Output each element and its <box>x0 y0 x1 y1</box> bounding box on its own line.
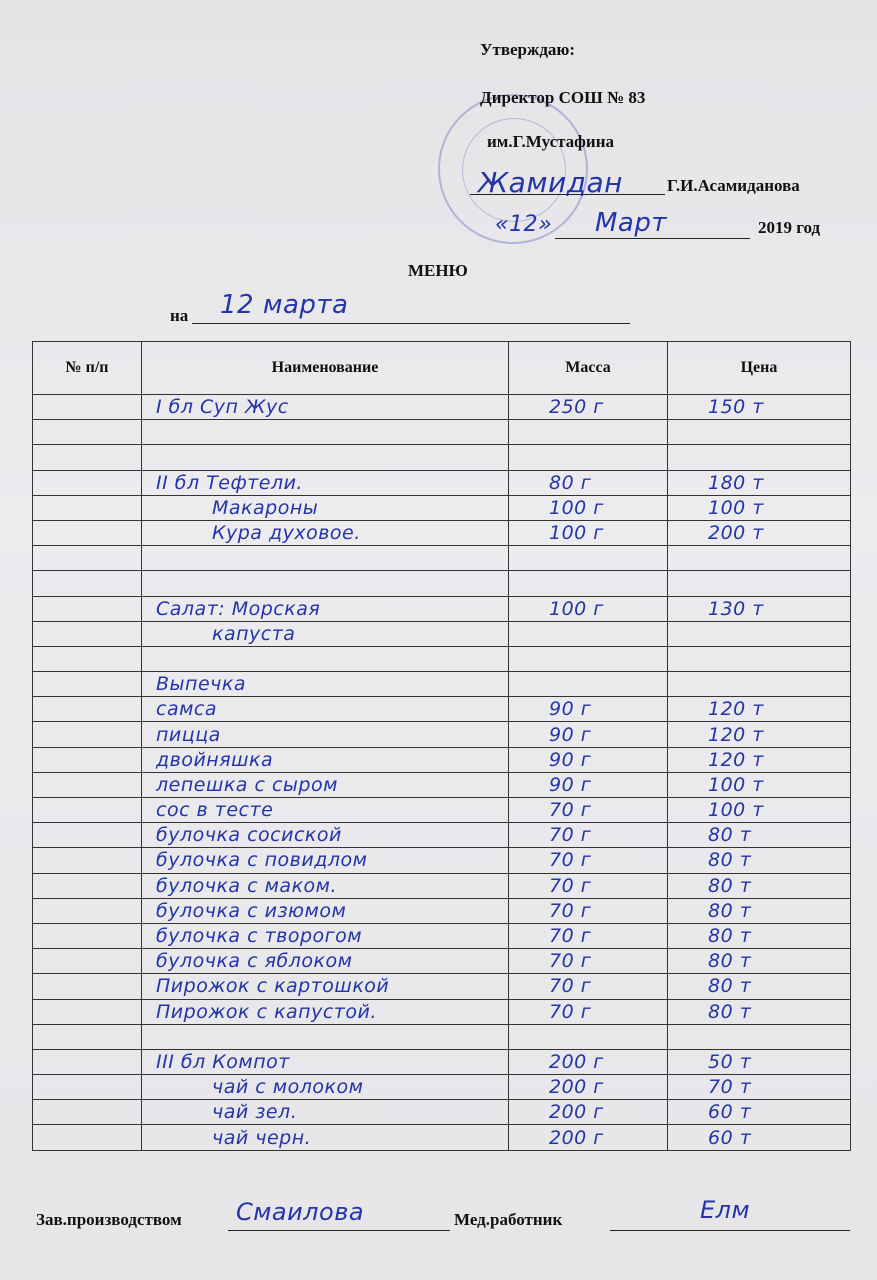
row-item-name: I бл Суп Жус <box>142 395 509 420</box>
row-mass <box>509 621 668 646</box>
table-row <box>33 546 851 571</box>
row-mass: 70 г <box>509 949 668 974</box>
row-mass <box>509 571 668 596</box>
row-item-name: III бл Компот <box>142 1049 509 1074</box>
row-mass: 90 г <box>509 697 668 722</box>
table-row <box>33 898 851 923</box>
medic-label: Мед.работник <box>454 1210 563 1229</box>
row-number <box>33 722 142 747</box>
row-mass: 90 г <box>509 722 668 747</box>
row-price <box>668 672 851 697</box>
row-item-name: капуста <box>142 621 509 646</box>
production-label: Зав.производством <box>36 1210 182 1229</box>
table-row <box>33 1100 851 1125</box>
row-number <box>33 445 142 470</box>
row-number <box>33 420 142 445</box>
row-number <box>33 772 142 797</box>
row-number <box>33 395 142 420</box>
row-number <box>33 1049 142 1074</box>
row-mass: 100 г <box>509 520 668 545</box>
row-price: 100 т <box>668 772 851 797</box>
row-number <box>33 823 142 848</box>
row-item-name: Макароны <box>142 495 509 520</box>
menu-table-body <box>33 395 851 1151</box>
table-row <box>33 596 851 621</box>
row-number <box>33 621 142 646</box>
row-mass: 70 г <box>509 898 668 923</box>
row-item-name: Пирожок с капустой. <box>142 999 509 1024</box>
row-price <box>668 420 851 445</box>
approval-day: «12» <box>495 212 553 237</box>
school-name: им.Г.Мустафина <box>487 132 615 151</box>
row-mass: 80 г <box>509 470 668 495</box>
table-row <box>33 621 851 646</box>
row-item-name <box>142 1024 509 1049</box>
row-mass: 70 г <box>509 974 668 999</box>
row-price <box>668 621 851 646</box>
row-item-name: булочка сосиской <box>142 823 509 848</box>
row-mass: 70 г <box>509 823 668 848</box>
date-line <box>192 323 630 324</box>
row-mass: 90 г <box>509 772 668 797</box>
table-row <box>33 420 851 445</box>
row-number <box>33 999 142 1024</box>
row-price: 120 т <box>668 747 851 772</box>
row-mass <box>509 546 668 571</box>
table-row <box>33 1125 851 1150</box>
row-price: 100 т <box>668 495 851 520</box>
row-price: 180 т <box>668 470 851 495</box>
row-price: 100 т <box>668 798 851 823</box>
table-row <box>33 923 851 948</box>
row-number <box>33 672 142 697</box>
row-item-name <box>142 445 509 470</box>
row-mass <box>509 420 668 445</box>
row-mass: 70 г <box>509 923 668 948</box>
menu-title: МЕНЮ <box>408 261 468 280</box>
row-number <box>33 923 142 948</box>
row-number <box>33 898 142 923</box>
row-item-name: Пирожок с картошкой <box>142 974 509 999</box>
row-price: 80 т <box>668 823 851 848</box>
header-name: Наименование <box>142 342 509 395</box>
director-signature: Жамидан <box>478 166 623 199</box>
row-number <box>33 747 142 772</box>
row-mass: 200 г <box>509 1049 668 1074</box>
row-number <box>33 949 142 974</box>
table-row <box>33 445 851 470</box>
row-item-name: сос в тесте <box>142 798 509 823</box>
table-row <box>33 520 851 545</box>
row-price: 150 т <box>668 395 851 420</box>
header-mass: Масса <box>509 342 668 395</box>
row-item-name: Кура духовое. <box>142 520 509 545</box>
director-title: Директор СОШ № 83 <box>480 88 646 107</box>
date-prefix: на <box>170 306 189 325</box>
row-price: 80 т <box>668 974 851 999</box>
row-mass <box>509 1024 668 1049</box>
table-row <box>33 1024 851 1049</box>
row-mass <box>509 646 668 671</box>
row-number <box>33 974 142 999</box>
row-price: 80 т <box>668 873 851 898</box>
row-number <box>33 1125 142 1150</box>
row-number <box>33 646 142 671</box>
table-row <box>33 470 851 495</box>
menu-date: 12 марта <box>220 290 349 320</box>
row-number <box>33 1024 142 1049</box>
row-price <box>668 571 851 596</box>
row-item-name: двойняшка <box>142 747 509 772</box>
row-price <box>668 445 851 470</box>
row-item-name <box>142 546 509 571</box>
row-price: 50 т <box>668 1049 851 1074</box>
row-item-name <box>142 646 509 671</box>
approve-label: Утверждаю: <box>480 40 576 59</box>
table-row <box>33 697 851 722</box>
header-number: № п/п <box>33 342 142 395</box>
row-item-name: II бл Тефтели. <box>142 470 509 495</box>
row-item-name: чай зел. <box>142 1100 509 1125</box>
row-price <box>668 646 851 671</box>
row-mass <box>509 672 668 697</box>
row-item-name: булочка с творогом <box>142 923 509 948</box>
row-number <box>33 848 142 873</box>
row-item-name: лепешка с сыром <box>142 772 509 797</box>
table-row <box>33 395 851 420</box>
row-mass: 70 г <box>509 873 668 898</box>
row-mass <box>509 445 668 470</box>
row-item-name: чай черн. <box>142 1125 509 1150</box>
row-mass: 90 г <box>509 747 668 772</box>
row-item-name: булочка с изюмом <box>142 898 509 923</box>
row-price: 80 т <box>668 949 851 974</box>
row-item-name <box>142 571 509 596</box>
table-row <box>33 949 851 974</box>
row-price: 120 т <box>668 722 851 747</box>
row-price <box>668 546 851 571</box>
row-number <box>33 470 142 495</box>
table-row <box>33 571 851 596</box>
table-row <box>33 873 851 898</box>
menu-table <box>32 341 851 1151</box>
row-item-name: булочка с маком. <box>142 873 509 898</box>
row-mass: 70 г <box>509 798 668 823</box>
row-item-name: булочка с яблоком <box>142 949 509 974</box>
row-mass: 200 г <box>509 1075 668 1100</box>
production-sign-line <box>228 1230 450 1231</box>
row-item-name: пицца <box>142 722 509 747</box>
row-item-name <box>142 420 509 445</box>
row-item-name: Выпечка <box>142 672 509 697</box>
table-header-row <box>33 342 851 395</box>
row-number <box>33 596 142 621</box>
table-row <box>33 848 851 873</box>
row-price: 130 т <box>668 596 851 621</box>
table-row <box>33 999 851 1024</box>
table-row <box>33 798 851 823</box>
row-number <box>33 571 142 596</box>
row-number <box>33 697 142 722</box>
row-price: 60 т <box>668 1125 851 1150</box>
production-signature: Смаилова <box>236 1198 365 1226</box>
table-row <box>33 1049 851 1074</box>
row-number <box>33 798 142 823</box>
medic-signature: Елм <box>700 1196 751 1224</box>
approval-year: 2019 год <box>758 218 821 237</box>
row-price: 80 т <box>668 898 851 923</box>
director-name: Г.И.Асамиданова <box>667 176 800 195</box>
table-row <box>33 1075 851 1100</box>
row-mass: 200 г <box>509 1100 668 1125</box>
row-number <box>33 520 142 545</box>
row-number <box>33 873 142 898</box>
header-price: Цена <box>668 342 851 395</box>
row-number <box>33 1075 142 1100</box>
table-row <box>33 823 851 848</box>
table-row <box>33 495 851 520</box>
row-number <box>33 495 142 520</box>
medic-sign-line <box>610 1230 850 1231</box>
row-price: 70 т <box>668 1075 851 1100</box>
month-line <box>555 238 750 239</box>
row-mass: 100 г <box>509 495 668 520</box>
row-item-name: булочка с повидлом <box>142 848 509 873</box>
table-row <box>33 672 851 697</box>
row-price: 200 т <box>668 520 851 545</box>
row-price: 60 т <box>668 1100 851 1125</box>
row-mass: 70 г <box>509 848 668 873</box>
table-row <box>33 646 851 671</box>
row-price: 80 т <box>668 923 851 948</box>
row-number <box>33 546 142 571</box>
row-item-name: чай с молоком <box>142 1075 509 1100</box>
row-price: 80 т <box>668 848 851 873</box>
row-mass: 250 г <box>509 395 668 420</box>
table-row <box>33 747 851 772</box>
row-price: 120 т <box>668 697 851 722</box>
row-price: 80 т <box>668 999 851 1024</box>
table-row <box>33 722 851 747</box>
table-row <box>33 772 851 797</box>
row-item-name: Салат: Морская <box>142 596 509 621</box>
row-number <box>33 1100 142 1125</box>
row-mass: 70 г <box>509 999 668 1024</box>
table-row <box>33 974 851 999</box>
row-mass: 100 г <box>509 596 668 621</box>
row-item-name: самса <box>142 697 509 722</box>
approval-month: Март <box>595 208 668 238</box>
row-price <box>668 1024 851 1049</box>
row-mass: 200 г <box>509 1125 668 1150</box>
